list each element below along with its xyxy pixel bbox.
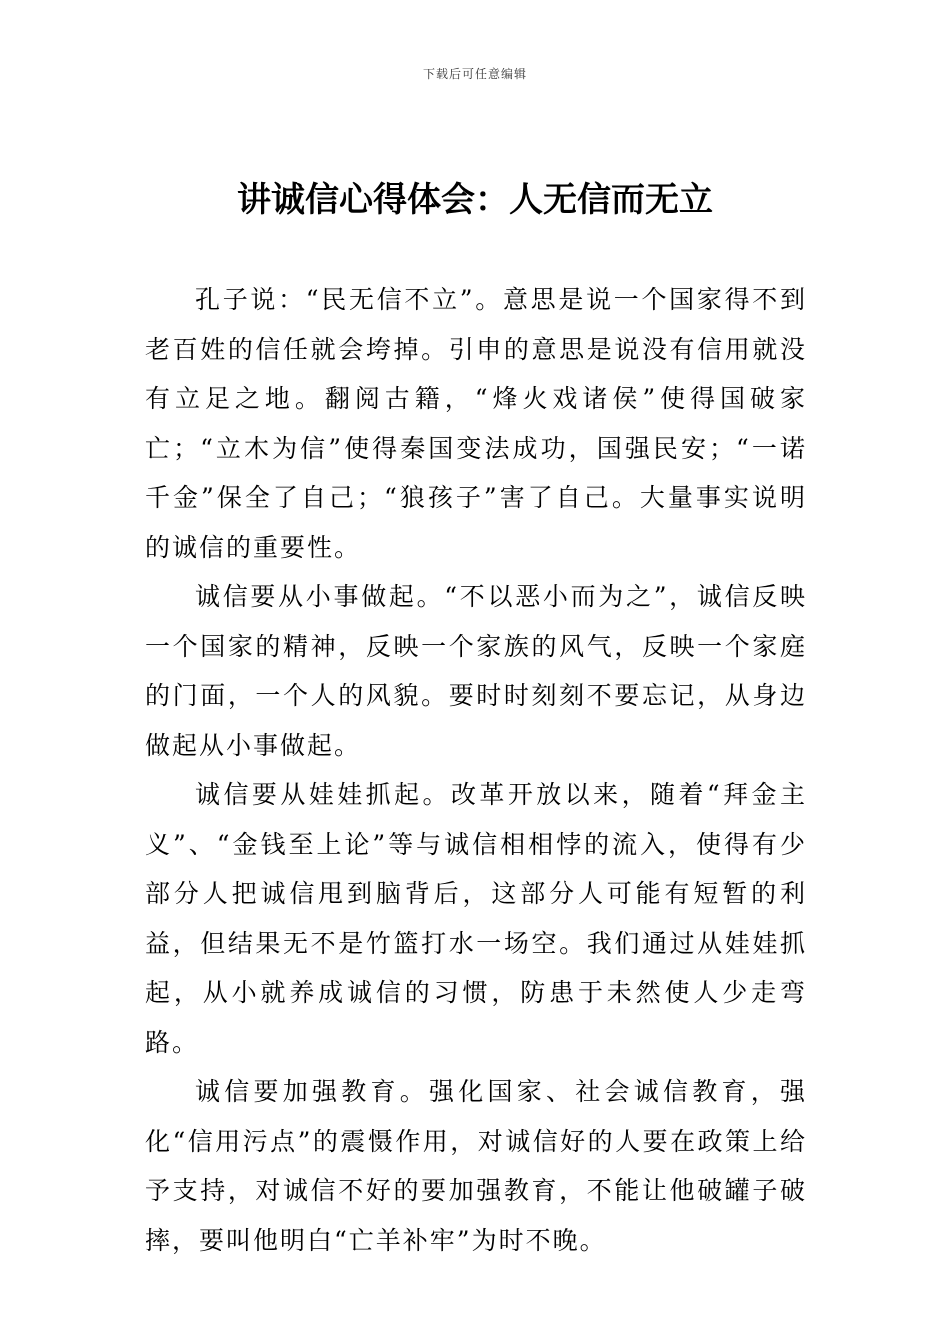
paragraph-1: 孔子说：“民无信不立”。意思是说一个国家得不到老百姓的信任就会垮掉。引申的意思是说没有信用就没有立足之地。翻阅古籍，“烽火戏诸侯”使得国破家亡；“立木为信”使得秦国变法成功，国强民安；“一诺千金”保全了自己；“狼孩子”害了自己。大量事实说明的诚信的重要性。 (145, 285, 807, 562)
paragraph-4: 诚信要加强教育。强化国家、社会诚信教育，强化“信用污点”的震慑作用，对诚信好的人要在政策上给予支持，对诚信不好的要加强教育，不能让他破罐子破摔，要叫他明白“亡羊补牢”为时不晚。 (145, 1077, 807, 1255)
paragraph-3: 诚信要从娃娃抓起。改革开放以来，随着“拜金主义”、“金钱至上论”等与诚信相相悖的流入，使得有少部分人把诚信甩到脑背后，这部分人可能有短暂的利益，但结果无不是竹篮打水一场空。我们通过从娃娃抓起，从小就养成诚信的习惯，防患于未然使人少走弯路。 (145, 780, 807, 1057)
document-title: 讲诚信心得体会：人无信而无立 (237, 180, 713, 220)
paragraph-2: 诚信要从小事做起。“不以恶小而为之”，诚信反映一个国家的精神，反映一个家族的风气，反映一个家庭的门面，一个人的风貌。要时时刻刻不要忘记，从身边做起从小事做起。 (145, 582, 807, 760)
document-body (145, 275, 807, 1265)
header-note: 下载后可任意编辑 (422, 67, 527, 81)
